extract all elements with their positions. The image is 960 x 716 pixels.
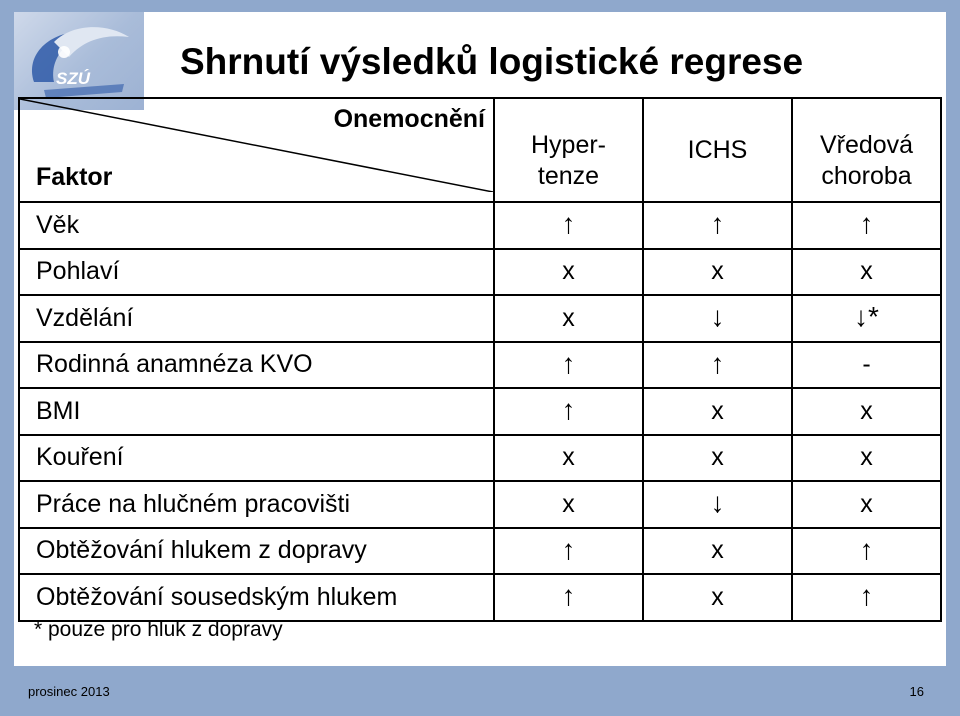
szu-logo <box>14 12 144 110</box>
result-value: x <box>860 443 873 472</box>
result-cell <box>643 528 792 575</box>
result-value: x <box>711 257 724 286</box>
result-value: x <box>860 257 873 286</box>
result-cell <box>494 481 643 528</box>
result-cell <box>494 295 643 342</box>
column-header-vredova-choroba <box>792 98 941 202</box>
column-header-line: ICHS <box>687 135 748 164</box>
result-cell <box>643 388 792 435</box>
result-value: x <box>711 536 724 565</box>
arrow-down-icon: ↓* <box>854 301 879 333</box>
arrow-up-icon: ↑ <box>710 347 725 379</box>
result-cell <box>494 342 643 389</box>
result-cell <box>792 295 941 342</box>
table-header-row <box>19 98 941 202</box>
table-row <box>19 435 941 482</box>
szu-logo-icon <box>14 12 144 110</box>
row-label: Obtěžování hlukem z dopravy <box>19 528 494 575</box>
arrow-up-icon: ↑ <box>859 580 874 612</box>
row-label: Obtěžování sousedským hlukem <box>19 574 494 621</box>
footnote: * pouze pro hluk z dopravy <box>34 618 283 641</box>
arrow-up-icon: ↑ <box>561 347 576 379</box>
column-header-line: Hyper- <box>530 131 606 159</box>
table-row <box>19 528 941 575</box>
result-cell <box>643 249 792 296</box>
table-body <box>19 202 941 621</box>
result-cell <box>792 342 941 389</box>
result-value: - <box>862 350 871 379</box>
result-cell <box>643 574 792 621</box>
table-row <box>19 388 941 435</box>
results-table <box>18 97 942 622</box>
arrow-up-icon: ↑ <box>561 533 576 565</box>
result-cell <box>494 435 643 482</box>
column-header-hypertenze <box>494 98 643 202</box>
result-value: x <box>562 489 575 518</box>
corner-disease-label: Onemocnění <box>333 105 485 133</box>
arrow-up-icon: ↑ <box>710 208 725 240</box>
arrow-up-icon: ↑ <box>561 394 576 426</box>
result-value: x <box>562 443 575 472</box>
column-header-line: choroba <box>821 162 912 190</box>
column-header-line: tenze <box>537 162 600 190</box>
result-cell <box>792 481 941 528</box>
row-label: Kouření <box>19 435 494 482</box>
result-cell <box>643 295 792 342</box>
row-label: Práce na hlučném pracovišti <box>19 481 494 528</box>
result-value: x <box>860 396 873 425</box>
footer-date: prosinec 2013 <box>28 684 110 699</box>
result-cell <box>643 435 792 482</box>
result-cell <box>792 202 941 249</box>
column-header-ichs <box>643 98 792 202</box>
result-value: x <box>711 396 724 425</box>
table-row <box>19 342 941 389</box>
result-cell <box>494 202 643 249</box>
result-cell <box>494 388 643 435</box>
arrow-down-icon: ↓ <box>710 487 725 519</box>
result-cell <box>643 202 792 249</box>
table-row <box>19 481 941 528</box>
result-cell <box>792 574 941 621</box>
corner-factor-label: Faktor <box>36 163 113 191</box>
table-row <box>19 202 941 249</box>
szu-logo-text: SZÚ <box>56 69 90 88</box>
result-value: x <box>562 257 575 286</box>
result-value: x <box>562 303 575 332</box>
result-value: x <box>860 489 873 518</box>
table-row <box>19 295 941 342</box>
result-cell <box>792 435 941 482</box>
result-cell <box>643 481 792 528</box>
result-cell <box>494 528 643 575</box>
footer-page-number: 16 <box>909 684 924 699</box>
result-cell <box>643 342 792 389</box>
row-label: Pohlaví <box>19 249 494 296</box>
result-cell <box>792 528 941 575</box>
row-label: BMI <box>19 388 494 435</box>
page-title: Shrnutí výsledků logistické regrese <box>180 41 804 82</box>
arrow-up-icon: ↑ <box>561 208 576 240</box>
result-cell <box>494 574 643 621</box>
row-label: Rodinná anamnéza KVO <box>19 342 494 389</box>
column-header-line: Vředová <box>819 131 914 159</box>
result-cell <box>792 388 941 435</box>
table-row <box>19 249 941 296</box>
result-value: x <box>711 582 724 611</box>
result-cell <box>792 249 941 296</box>
row-label: Věk <box>19 202 494 249</box>
result-value: x <box>711 443 724 472</box>
arrow-up-icon: ↑ <box>859 533 874 565</box>
arrow-up-icon: ↑ <box>561 580 576 612</box>
table-corner-cell <box>19 98 494 202</box>
arrow-up-icon: ↑ <box>859 208 874 240</box>
arrow-down-icon: ↓ <box>710 301 725 333</box>
table-row <box>19 574 941 621</box>
result-cell <box>494 249 643 296</box>
row-label: Vzdělání <box>19 295 494 342</box>
